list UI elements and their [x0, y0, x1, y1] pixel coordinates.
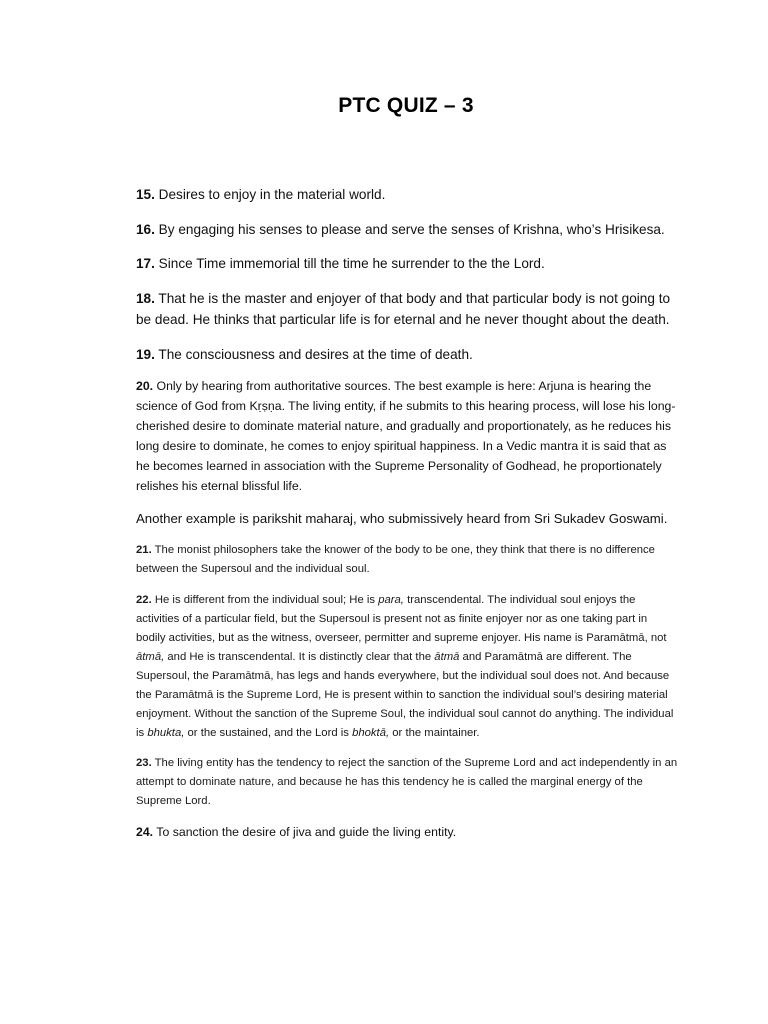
italic-term: bhukta,: [147, 726, 185, 739]
answer-21: [136, 541, 678, 579]
answer-text-part: and He is transcendental. It is distinctly clear that the: [164, 650, 435, 663]
answer-text-part: transcendental. The individual soul enjoys the activities of a particular field, but the Supersoul is present not as finite enjoyer nor as one taking part in bodily activities, but as the witness, overseer, permitter and supreme enjoyer. His name is Paramātmā, not: [136, 593, 667, 644]
answer-text: The consciousness and desires at the time of death.: [154, 346, 473, 362]
answer-text: The living entity has the tendency to reject the sanction of the Supreme Lord and act independently in an attempt to dominate nature, and because he has this tendency he is called the marginal energy of the Supreme Lord.: [136, 756, 678, 807]
answer-number: 17.: [136, 256, 155, 271]
answer-text: To sanction the desire of jiva and guide the living entity.: [153, 824, 457, 839]
answer-19: [136, 344, 678, 366]
answer-number: 20.: [136, 379, 154, 393]
answer-17: [136, 253, 678, 275]
italic-term: bhoktā,: [352, 726, 390, 739]
answer-text: The monist philosophers take the knower of the body to be one, they think that there is no difference between the Supersoul and the individual soul.: [136, 543, 655, 575]
answer-text: Since Time immemorial till the time he surrender to the the Lord.: [154, 256, 545, 271]
answer-text-part: or the sustained, and the Lord is: [184, 726, 353, 739]
answer-text-part: and Paramātmā are different. The Supersoul, the Paramātmā, has legs and hands everywhere, but the individual soul does not. And because the Paramātmā is the Supreme Lord, He is present within to sanction the individual soul’s desiring material enjoyment. Without the sanction of the Supreme Soul, the individual soul cannot do anything. The individual is: [136, 650, 674, 739]
page-title: PTC QUIZ – 3: [338, 94, 474, 117]
answer-18: [136, 288, 678, 331]
answer-24: [136, 822, 678, 842]
answer-text-part: He is different from the individual soul; He is: [151, 593, 379, 606]
answer-22: [136, 591, 678, 743]
italic-term: para,: [378, 593, 404, 606]
answer-20: [136, 376, 678, 496]
answer-number: 19.: [136, 346, 155, 362]
answer-list: [136, 184, 678, 842]
answer-15: [136, 184, 678, 206]
answer-text: That he is the master and enjoyer of that body and that particular body is not going to be dead. He thinks that particular life is for eternal and he never thought about the death.: [136, 290, 671, 327]
italic-term: ātmā,: [136, 650, 165, 663]
italic-term: ātmā: [434, 650, 460, 663]
answer-text: Only by hearing from authoritative sources. The best example is here: Arjuna is hearing the science of God from Kṛṣṇa. The living entity, if he submits to this hearing process, will lose his long-cherished desire to dominate material nature, and gradually and proportionately, as he reduces his long desire to dominate, he comes to enjoy spiritual happiness. In a Vedic mantra it is said that as he becomes learned in association with the Supreme Personality of Godhead, he proportionately relishes his eternal blissful life.: [136, 379, 676, 493]
answer-16: [136, 219, 678, 241]
answer-20-extra-paragraph: Another example is parikshit maharaj, who submissively heard from Sri Sukadev Goswami.: [136, 511, 668, 526]
answer-23: [136, 754, 678, 811]
answer-text-part: or the maintainer.: [389, 726, 480, 739]
answer-number: 16.: [136, 221, 155, 237]
answer-number: 21.: [136, 543, 152, 556]
answer-number: 23.: [136, 756, 152, 769]
answer-number: 18.: [136, 290, 155, 306]
answer-number: 24.: [136, 824, 154, 839]
answer-text: By engaging his senses to please and serve the senses of Krishna, who’s Hrisikesa.: [154, 221, 665, 237]
answer-number: 15.: [136, 187, 155, 202]
answer-number: 22.: [136, 593, 152, 606]
answer-text: Desires to enjoy in the material world.: [154, 187, 386, 202]
